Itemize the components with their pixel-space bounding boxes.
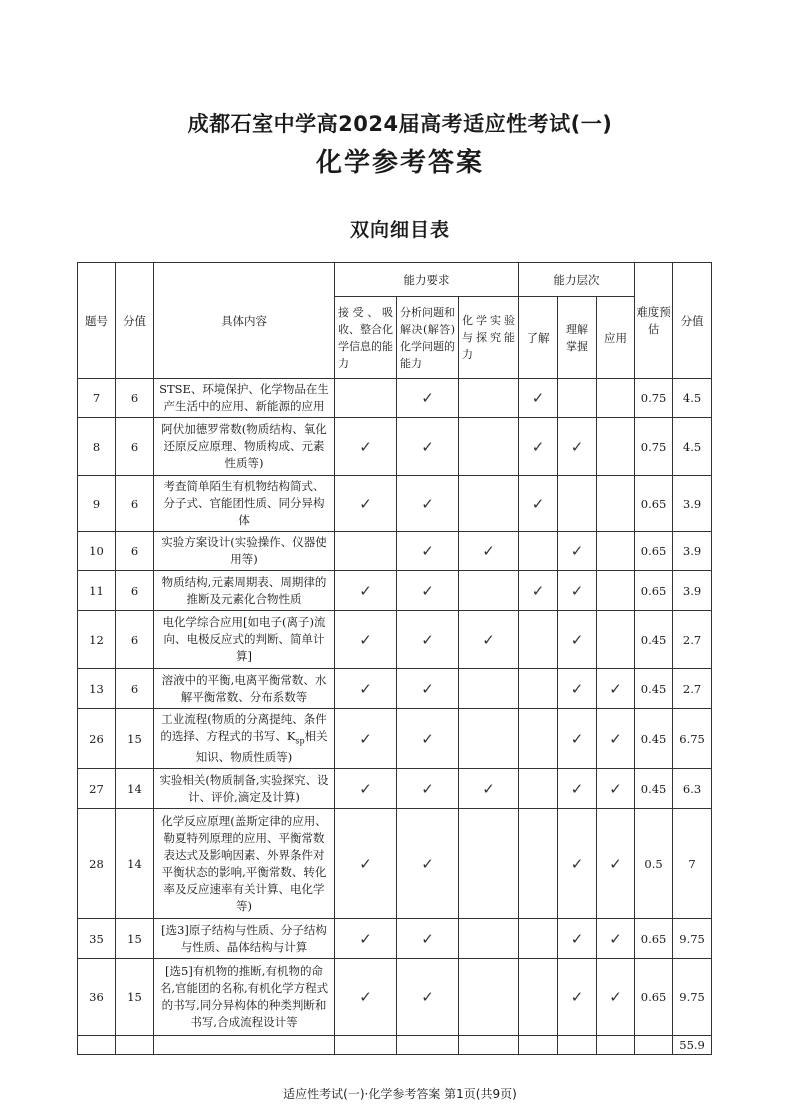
check-cell bbox=[519, 476, 558, 532]
check-cell bbox=[519, 611, 558, 669]
check-cell bbox=[335, 709, 397, 769]
row-content-part: 工业流程(物质的分离提纯、条件的选择、方程式的书写、K bbox=[160, 712, 327, 743]
check-cell bbox=[459, 571, 519, 611]
check-cell bbox=[558, 571, 597, 611]
check-cell bbox=[459, 418, 519, 476]
row-difficulty: 0.65 bbox=[635, 959, 673, 1036]
check-cell bbox=[397, 769, 459, 809]
header-content: 具体内容 bbox=[154, 263, 335, 379]
row-content: STSE、环境保护、化学物品在生产生活中的应用、新能源的应用 bbox=[154, 379, 335, 418]
check-cell bbox=[558, 418, 597, 476]
check-icon: ✓ bbox=[359, 779, 372, 798]
check-cell bbox=[519, 919, 558, 959]
check-icon: ✓ bbox=[359, 494, 372, 513]
check-cell bbox=[397, 611, 459, 669]
check-cell bbox=[597, 379, 635, 418]
check-icon: ✓ bbox=[421, 854, 434, 873]
row-points: 9.75 bbox=[673, 919, 712, 959]
check-cell bbox=[558, 532, 597, 571]
check-icon: ✓ bbox=[482, 630, 495, 649]
row-number: 28 bbox=[78, 809, 116, 919]
check-cell bbox=[597, 809, 635, 919]
check-icon: ✓ bbox=[421, 988, 434, 1007]
empty-cell bbox=[459, 1036, 519, 1055]
check-cell bbox=[519, 669, 558, 709]
row-points: 4.5 bbox=[673, 379, 712, 418]
check-cell bbox=[335, 476, 397, 532]
check-cell bbox=[558, 919, 597, 959]
table-row bbox=[78, 959, 712, 1036]
row-content: 物质结构,元素周期表、周期律的推断及元素化合物性质 bbox=[154, 571, 335, 611]
specification-table bbox=[77, 262, 712, 1055]
check-cell bbox=[558, 611, 597, 669]
page-footer: 适应性考试(一)·化学参考答案 第1页(共9页) bbox=[283, 1087, 517, 1101]
check-cell bbox=[558, 959, 597, 1036]
table-row bbox=[78, 919, 712, 959]
row-score: 6 bbox=[116, 532, 154, 571]
check-cell bbox=[597, 611, 635, 669]
check-cell bbox=[459, 476, 519, 532]
row-score: 6 bbox=[116, 418, 154, 476]
check-cell bbox=[597, 532, 635, 571]
check-cell bbox=[459, 611, 519, 669]
check-cell bbox=[397, 809, 459, 919]
check-icon: ✓ bbox=[609, 854, 622, 873]
header-ability-receive: 接受、吸收、整合化学信息的能力 bbox=[335, 297, 397, 379]
row-number: 11 bbox=[78, 571, 116, 611]
row-content: 阿伏加德罗常数(物质结构、氧化还原反应原理、物质构成、元素性质等) bbox=[154, 418, 335, 476]
row-content: 实验相关(物质制备,实验探究、设计、评价,滴定及计算) bbox=[154, 769, 335, 809]
row-content: 化学反应原理(盖斯定律的应用、勒夏特列原理的应用、平衡常数表达式及影响因素、外界条件对平衡状态的影响,平衡常数、转化率及反应速率有关计算、电化学等) bbox=[154, 809, 335, 919]
empty-cell bbox=[558, 1036, 597, 1055]
row-score: 6 bbox=[116, 611, 154, 669]
check-cell bbox=[397, 532, 459, 571]
check-cell bbox=[335, 669, 397, 709]
row-difficulty: 0.65 bbox=[635, 919, 673, 959]
table-row bbox=[78, 669, 712, 709]
check-cell bbox=[519, 809, 558, 919]
check-cell bbox=[459, 532, 519, 571]
check-icon: ✓ bbox=[570, 854, 584, 873]
check-icon: ✓ bbox=[359, 679, 372, 698]
check-cell bbox=[597, 418, 635, 476]
check-icon: ✓ bbox=[570, 988, 584, 1007]
row-difficulty: 0.45 bbox=[635, 611, 673, 669]
row-number: 27 bbox=[78, 769, 116, 809]
check-icon: ✓ bbox=[570, 779, 584, 798]
check-icon: ✓ bbox=[570, 630, 584, 649]
header-score: 分值 bbox=[116, 263, 154, 379]
row-score: 6 bbox=[116, 571, 154, 611]
empty-cell bbox=[519, 1036, 558, 1055]
check-cell bbox=[597, 959, 635, 1036]
check-icon: ✓ bbox=[531, 494, 545, 513]
table-row bbox=[78, 709, 712, 769]
table-row bbox=[78, 418, 712, 476]
table-row bbox=[78, 571, 712, 611]
row-score: 6 bbox=[116, 476, 154, 532]
check-icon: ✓ bbox=[609, 679, 622, 698]
check-cell bbox=[558, 709, 597, 769]
exam-title: 成都石室中学高2024届高考适应性考试(一) bbox=[187, 112, 613, 136]
empty-cell bbox=[635, 1036, 673, 1055]
check-cell bbox=[397, 476, 459, 532]
check-cell bbox=[397, 669, 459, 709]
check-cell bbox=[597, 571, 635, 611]
check-cell bbox=[519, 959, 558, 1036]
check-cell bbox=[597, 476, 635, 532]
check-icon: ✓ bbox=[570, 437, 584, 456]
check-icon: ✓ bbox=[531, 437, 545, 456]
table-row bbox=[78, 611, 712, 669]
check-icon: ✓ bbox=[359, 988, 372, 1007]
row-content-part: 相关知识、物质性质等) bbox=[195, 729, 328, 765]
check-icon: ✓ bbox=[531, 389, 545, 407]
row-score: 15 bbox=[116, 709, 154, 769]
check-cell bbox=[459, 809, 519, 919]
check-icon: ✓ bbox=[421, 542, 434, 560]
header-level-apply: 应用 bbox=[597, 297, 635, 379]
row-number: 9 bbox=[78, 476, 116, 532]
row-number: 10 bbox=[78, 532, 116, 571]
header-level-understand: 了解 bbox=[519, 297, 558, 379]
table-row bbox=[78, 379, 712, 418]
row-difficulty: 0.45 bbox=[635, 769, 673, 809]
row-score: 6 bbox=[116, 379, 154, 418]
row-difficulty: 0.65 bbox=[635, 532, 673, 571]
check-cell bbox=[397, 379, 459, 418]
row-content: 考查简单陌生有机物结构简式、分子式、官能团性质、同分异构体 bbox=[154, 476, 335, 532]
empty-cell bbox=[597, 1036, 635, 1055]
check-cell bbox=[335, 919, 397, 959]
row-number: 35 bbox=[78, 919, 116, 959]
row-points: 2.7 bbox=[673, 611, 712, 669]
check-cell bbox=[597, 919, 635, 959]
check-cell bbox=[397, 709, 459, 769]
check-cell bbox=[459, 709, 519, 769]
row-points: 2.7 bbox=[673, 669, 712, 709]
row-points: 9.75 bbox=[673, 959, 712, 1036]
row-difficulty: 0.75 bbox=[635, 379, 673, 418]
row-points: 3.9 bbox=[673, 571, 712, 611]
row-number: 7 bbox=[78, 379, 116, 418]
row-points: 3.9 bbox=[673, 476, 712, 532]
check-cell bbox=[597, 669, 635, 709]
check-icon: ✓ bbox=[359, 437, 372, 456]
check-cell bbox=[397, 919, 459, 959]
table-title: 双向细目表 bbox=[349, 219, 450, 241]
check-cell bbox=[459, 959, 519, 1036]
check-icon: ✓ bbox=[359, 854, 372, 873]
row-difficulty: 0.65 bbox=[635, 571, 673, 611]
row-difficulty: 0.65 bbox=[635, 476, 673, 532]
table-row bbox=[78, 809, 712, 919]
empty-cell bbox=[78, 1036, 116, 1055]
header-level-master: 理解掌握 bbox=[558, 297, 597, 379]
header-points: 分值 bbox=[673, 263, 712, 379]
row-content: 实验方案设计(实验操作、仪器使用等) bbox=[154, 532, 335, 571]
row-score: 14 bbox=[116, 769, 154, 809]
check-icon: ✓ bbox=[359, 581, 372, 600]
header-ability-analyze: 分析问题和解决(解答)化学问题的能力 bbox=[397, 297, 459, 379]
check-cell bbox=[519, 571, 558, 611]
check-cell bbox=[335, 611, 397, 669]
check-cell bbox=[459, 769, 519, 809]
row-score: 14 bbox=[116, 809, 154, 919]
row-difficulty: 0.45 bbox=[635, 709, 673, 769]
check-cell bbox=[558, 809, 597, 919]
empty-cell bbox=[154, 1036, 335, 1055]
header-ability-requirement: 能力要求 bbox=[335, 263, 519, 297]
check-cell bbox=[335, 809, 397, 919]
check-cell bbox=[459, 379, 519, 418]
row-difficulty: 0.75 bbox=[635, 418, 673, 476]
check-icon: ✓ bbox=[421, 630, 434, 649]
check-cell bbox=[459, 919, 519, 959]
check-icon: ✓ bbox=[359, 630, 372, 649]
check-cell bbox=[335, 532, 397, 571]
check-cell bbox=[597, 769, 635, 809]
empty-cell bbox=[335, 1036, 397, 1055]
check-icon: ✓ bbox=[359, 729, 372, 748]
row-content bbox=[154, 709, 335, 769]
check-cell bbox=[558, 769, 597, 809]
table-row bbox=[78, 476, 712, 532]
check-cell bbox=[519, 769, 558, 809]
row-content: 电化学综合应用[如电子(离子)流向、电极反应式的判断、简单计算] bbox=[154, 611, 335, 669]
check-cell bbox=[558, 379, 597, 418]
table-row bbox=[78, 532, 712, 571]
check-cell bbox=[335, 959, 397, 1036]
row-score: 6 bbox=[116, 669, 154, 709]
check-cell bbox=[397, 571, 459, 611]
answer-title: 化学参考答案 bbox=[315, 148, 484, 178]
row-points: 7 bbox=[673, 809, 712, 919]
row-difficulty: 0.5 bbox=[635, 809, 673, 919]
check-cell bbox=[519, 379, 558, 418]
check-cell bbox=[459, 669, 519, 709]
check-cell bbox=[397, 418, 459, 476]
check-cell bbox=[597, 709, 635, 769]
check-icon: ✓ bbox=[609, 929, 622, 948]
check-icon: ✓ bbox=[421, 581, 434, 600]
check-cell bbox=[519, 532, 558, 571]
row-content: [选5]有机物的推断,有机物的命名,官能团的名称,有机化学方程式的书写,同分异构体的种类判断和书写,合成流程设计等 bbox=[154, 959, 335, 1036]
check-icon: ✓ bbox=[531, 581, 545, 600]
row-number: 26 bbox=[78, 709, 116, 769]
header-ability-experiment: 化学实验与探究能力 bbox=[459, 297, 519, 379]
row-number: 12 bbox=[78, 611, 116, 669]
check-icon: ✓ bbox=[421, 679, 434, 698]
check-icon: ✓ bbox=[421, 779, 434, 798]
check-icon: ✓ bbox=[421, 437, 434, 456]
row-number: 8 bbox=[78, 418, 116, 476]
total-row bbox=[78, 1036, 712, 1055]
check-cell bbox=[397, 959, 459, 1036]
header-number: 题号 bbox=[78, 263, 116, 379]
header-difficulty: 难度预估 bbox=[635, 263, 673, 379]
check-icon: ✓ bbox=[482, 779, 495, 798]
check-icon: ✓ bbox=[570, 581, 584, 600]
row-points: 4.5 bbox=[673, 418, 712, 476]
check-icon: ✓ bbox=[609, 729, 622, 748]
total-points: 55.9 bbox=[673, 1036, 712, 1055]
row-points: 6.3 bbox=[673, 769, 712, 809]
check-icon: ✓ bbox=[609, 988, 622, 1007]
check-cell bbox=[335, 418, 397, 476]
ksp-subscript: sp bbox=[295, 736, 305, 746]
row-content: [选3]原子结构与性质、分子结构与性质、晶体结构与计算 bbox=[154, 919, 335, 959]
check-cell bbox=[335, 571, 397, 611]
header-ability-level: 能力层次 bbox=[519, 263, 635, 297]
check-icon: ✓ bbox=[359, 929, 372, 948]
table-row bbox=[78, 769, 712, 809]
row-points: 6.75 bbox=[673, 709, 712, 769]
empty-cell bbox=[116, 1036, 154, 1055]
check-icon: ✓ bbox=[482, 542, 495, 560]
check-icon: ✓ bbox=[421, 494, 434, 513]
check-icon: ✓ bbox=[421, 389, 434, 407]
check-icon: ✓ bbox=[570, 542, 584, 560]
row-points: 3.9 bbox=[673, 532, 712, 571]
check-cell bbox=[519, 709, 558, 769]
check-icon: ✓ bbox=[570, 929, 584, 948]
empty-cell bbox=[397, 1036, 459, 1055]
row-content: 溶液中的平衡,电离平衡常数、水解平衡常数、分布系数等 bbox=[154, 669, 335, 709]
check-cell bbox=[519, 418, 558, 476]
row-number: 13 bbox=[78, 669, 116, 709]
row-difficulty: 0.45 bbox=[635, 669, 673, 709]
row-number: 36 bbox=[78, 959, 116, 1036]
check-icon: ✓ bbox=[570, 679, 584, 698]
check-cell bbox=[335, 769, 397, 809]
check-cell bbox=[558, 669, 597, 709]
check-icon: ✓ bbox=[609, 779, 622, 798]
row-score: 15 bbox=[116, 959, 154, 1036]
check-icon: ✓ bbox=[570, 729, 584, 748]
check-cell bbox=[558, 476, 597, 532]
check-icon: ✓ bbox=[421, 729, 434, 748]
check-icon: ✓ bbox=[421, 929, 434, 948]
row-score: 15 bbox=[116, 919, 154, 959]
check-cell bbox=[335, 379, 397, 418]
